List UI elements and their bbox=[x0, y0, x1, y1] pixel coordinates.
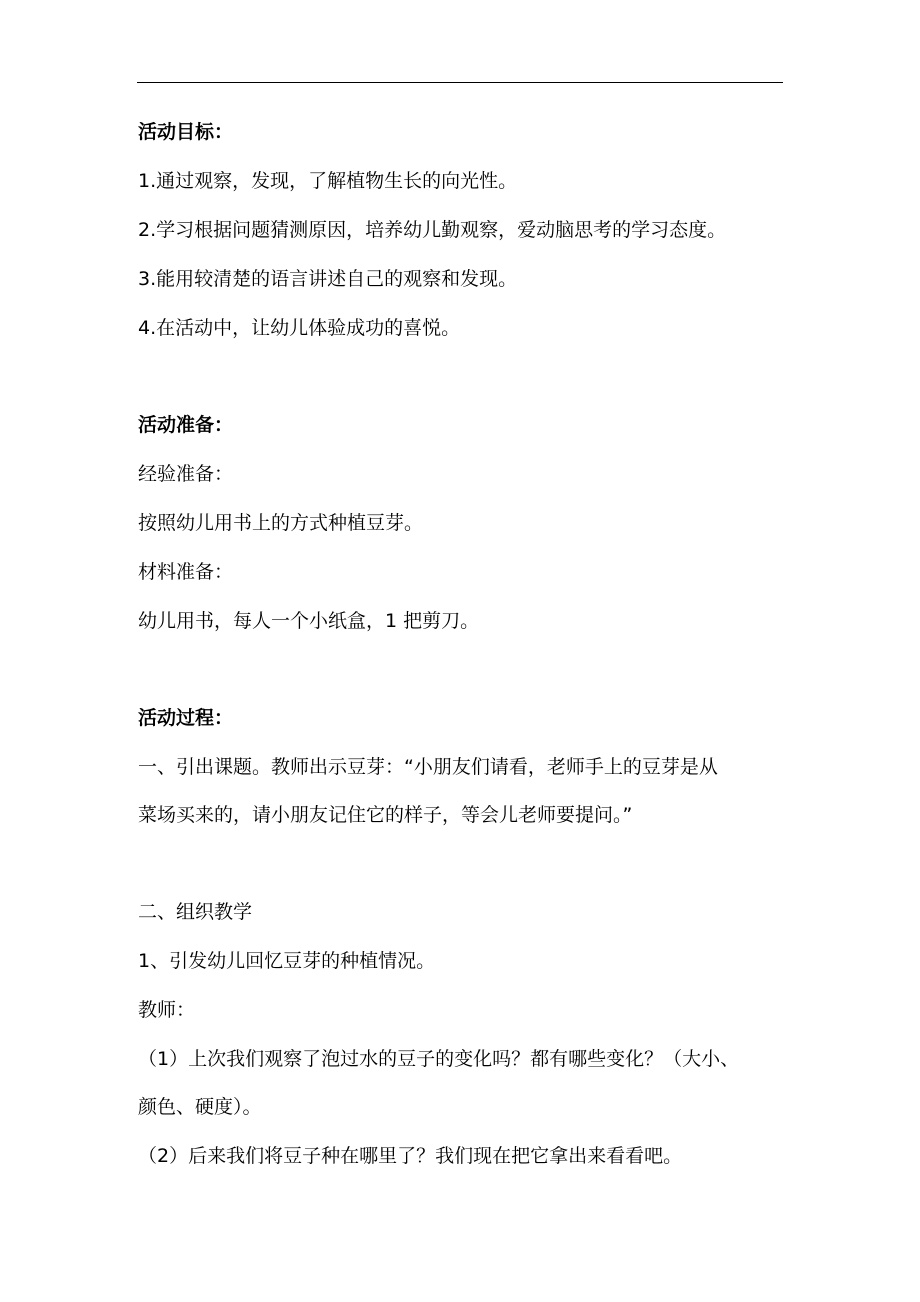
header-rule bbox=[137, 82, 783, 83]
process-heading: 活动过程： bbox=[138, 707, 234, 729]
teacher-label: 教师： bbox=[138, 999, 196, 1021]
goal-item: 4.在活动中，让幼儿体验成功的喜悦。 bbox=[138, 317, 461, 339]
document-body bbox=[138, 120, 786, 1168]
preparation-heading: 活动准备： bbox=[138, 414, 234, 436]
process-part1-line: 一、引出课题。教师出示豆芽：“小朋友们请看，老师手上的豆芽是从 bbox=[138, 756, 718, 778]
process-part1-line: 菜场买来的，请小朋友记住它的样子，等会儿老师要提问。” bbox=[138, 804, 633, 826]
process-step1: 1、引发幼儿回忆豆芽的种植情况。 bbox=[138, 950, 436, 972]
goals-heading: 活动目标： bbox=[138, 121, 234, 143]
goal-item: 1.通过观察，发现，了解植物生长的向光性。 bbox=[138, 170, 518, 192]
question-2: （2）后来我们将豆子种在哪里了？我们现在把它拿出来看看吧。 bbox=[138, 1145, 683, 1167]
question-1-line: （1）上次我们观察了泡过水的豆子的变化吗？都有哪些变化？（大小、 bbox=[138, 1048, 740, 1070]
process-part2-title: 二、组织教学 bbox=[138, 901, 253, 923]
material-text: 幼儿用书，每人一个小纸盒，1 把剪刀。 bbox=[138, 610, 480, 632]
goal-item: 3.能用较清楚的语言讲述自己的观察和发现。 bbox=[138, 268, 518, 290]
goal-item: 2.学习根据问题猜测原因，培养幼儿勤观察，爱动脑思考的学习态度。 bbox=[138, 219, 727, 241]
question-1-line: 颜色、硬度）。 bbox=[138, 1096, 262, 1118]
experience-text: 按照幼儿用书上的方式种植豆芽。 bbox=[138, 512, 424, 534]
experience-label: 经验准备： bbox=[138, 463, 234, 485]
material-label: 材料准备： bbox=[138, 561, 234, 583]
